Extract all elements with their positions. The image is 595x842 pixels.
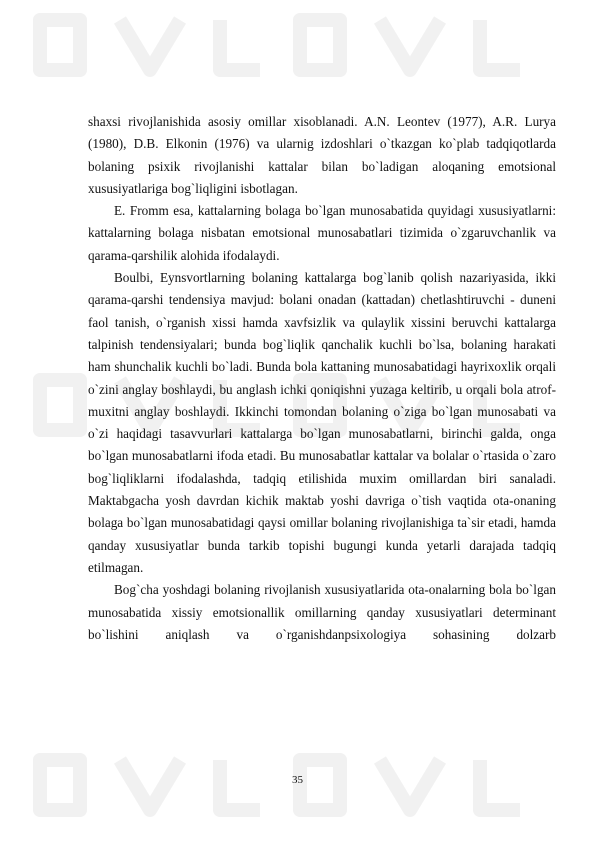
page-number: 35 <box>292 774 303 786</box>
body-text <box>88 111 556 646</box>
paragraph-4: Bog`cha yoshdagi bolaning rivojlanish xususiyatlarida ota-onalarning bola bo`lgan munosabatida xissiy emotsionallik omillarning qanday xususiyatlari determinant bo`lishini aniqlash va o`rganishdanpsixologiya sohasining dolzarb <box>88 582 556 642</box>
paragraph-1: shaxsi rivojlanishida asosiy omillar xisoblanadi. A.N. Leontev (1977), A.R. Lurya (1980), D.B. Elkonin (1976) va ularnig izdoshlari o`tkazgan ko`plab tadqiqotlarda bolaning psixik rivojlanishi kattalar bilan bo`ladigan aloqaning emotsional xususiyatlariga bog`liqligini isbotlagan. <box>88 114 556 196</box>
paragraph-3: Boulbi, Eynsvortlarning bolaning kattalarga bog`lanib qolish nazariyasida, ikki qarama-qarshi tendensiya mavjud: bolani onadan (kattadan) chetlashtiruvchi - duneni faol tanish, o`rganish xissi hamda xavfsizlik va qulaylik xissini beruvchi kattalarga talpinish tendensiyalari; bunda bog`liqlik qanchalik kuchli bo`lsa, bolaning harakati ham shunchalik kuchli bo`ladi. Bunda bola kattaning munosabatidagi hayrixoxlik orqali o`zini anglay boshlaydi, bu anglash ichki qoniqishni yuzaga keltirib, u orqali bola atrof-muxitni anglay boshlaydi. Ikkinchi tomondan bolaning o`ziga bo`lgan munosabati va o`zi haqidagi tasavvurlari kattalarga bo`lgan munosabatlarni, birinchi galda, onga bo`lgan munosabatlarni ifoda etadi. Bu munosabatlar kattalar va bolalar o`rtasida o`zaro bog`liqliklarni ifodalashda, tadqiq etilishida muxim omillardan biri sanaladi. Maktabgacha yosh davrdan kichik maktab yoshi davriga o`tish vaqtida ota-onaning bolaga bo`lgan munosabatidagi qaysi omillar bolaning rivojlanishiga ta`sir etadi, hamda qanday xususiyatlar bunda tarkib topishi bugungi kunda yetarli darajada tadqiq etilmagan. <box>88 270 556 575</box>
paragraph-2: E. Fromm esa, kattalarning bolaga bo`lgan munosabatida quyidagi xususiyatlarni: kattalarning bolaga nisbatan emotsional munosabatlari tizimida o`zgaruvchanlik va qarama-qarshilik alohida ifodalaydi. <box>88 203 556 263</box>
